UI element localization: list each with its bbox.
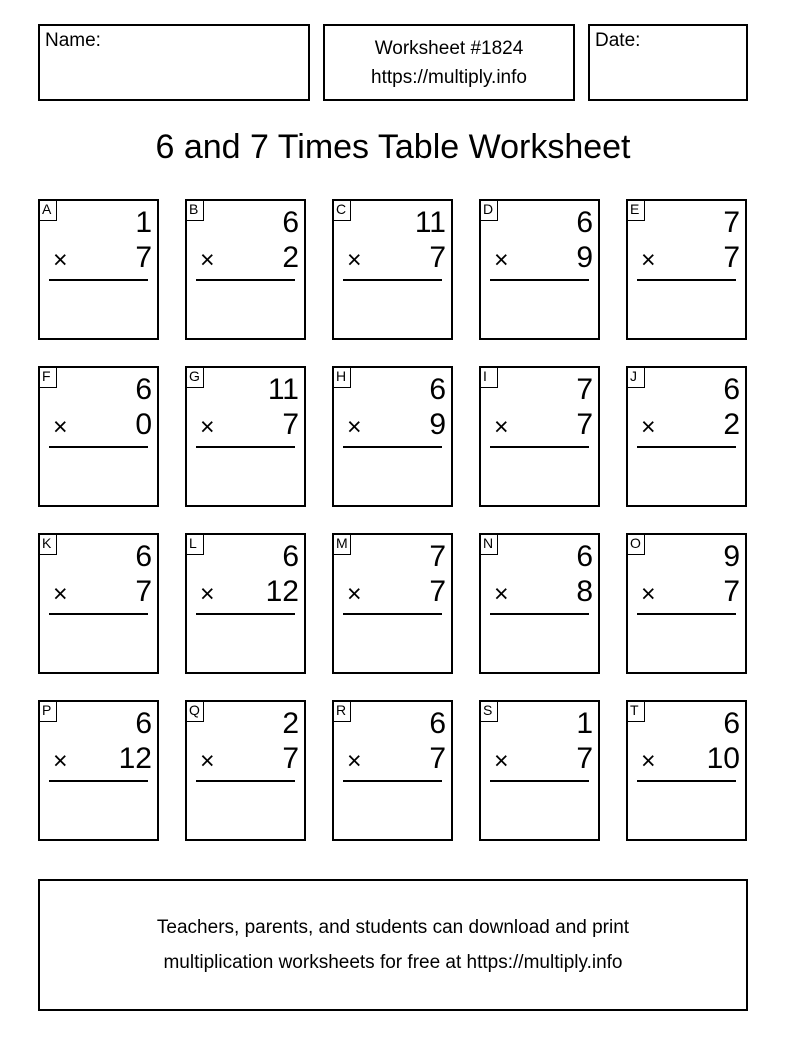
problem-label: M (333, 534, 351, 555)
times-sign: × (53, 580, 68, 608)
problem-card (479, 199, 600, 340)
multiplier: 7 (576, 742, 593, 775)
multiplicand: 1 (135, 206, 152, 239)
answer-line (637, 780, 736, 782)
problem-card (185, 366, 306, 507)
multiplicand: 6 (135, 707, 152, 740)
multiplicand: 6 (429, 707, 446, 740)
multiplier: 7 (429, 241, 446, 274)
problem-card (185, 533, 306, 674)
multiplier: 9 (429, 408, 446, 441)
multiplier: 7 (282, 408, 299, 441)
multiplicand: 2 (282, 707, 299, 740)
answer-line (196, 613, 295, 615)
problem-label: Q (186, 701, 204, 722)
footer-line-2: multiplication worksheets for free at https://multiply.info (163, 952, 623, 973)
multiplicand: 6 (429, 373, 446, 406)
multiplier: 2 (282, 241, 299, 274)
times-sign: × (200, 747, 215, 775)
answer-line (490, 279, 589, 281)
problem-card (38, 199, 159, 340)
times-sign: × (494, 246, 509, 274)
problem-label: G (186, 367, 204, 388)
problem-card (38, 700, 159, 841)
problem-card (332, 533, 453, 674)
multiplicand: 6 (282, 206, 299, 239)
answer-line (343, 279, 442, 281)
multiplier: 7 (135, 241, 152, 274)
answer-line (196, 279, 295, 281)
problem-card (185, 700, 306, 841)
problem-label: R (333, 701, 351, 722)
multiplier: 7 (723, 575, 740, 608)
times-sign: × (53, 747, 68, 775)
times-sign: × (200, 413, 215, 441)
name-label: Name: (45, 30, 101, 51)
problem-card (332, 199, 453, 340)
problem-card (38, 366, 159, 507)
date-field[interactable] (588, 24, 748, 101)
answer-line (49, 780, 148, 782)
multiplier: 0 (135, 408, 152, 441)
answer-line (343, 613, 442, 615)
times-sign: × (347, 580, 362, 608)
multiplier: 8 (576, 575, 593, 608)
name-field[interactable] (38, 24, 310, 101)
problem-label: K (39, 534, 57, 555)
problem-label: B (186, 200, 204, 221)
times-sign: × (641, 580, 656, 608)
problem-label: T (627, 701, 645, 722)
multiplicand: 7 (723, 206, 740, 239)
multiplicand: 6 (135, 373, 152, 406)
times-sign: × (494, 413, 509, 441)
multiplier: 2 (723, 408, 740, 441)
multiplicand: 7 (576, 373, 593, 406)
answer-line (196, 446, 295, 448)
times-sign: × (347, 246, 362, 274)
multiplicand: 1 (576, 707, 593, 740)
problem-label: F (39, 367, 57, 388)
multiplicand: 11 (267, 373, 299, 406)
multiplier: 7 (429, 575, 446, 608)
problem-card (38, 533, 159, 674)
times-sign: × (494, 580, 509, 608)
multiplier: 7 (282, 742, 299, 775)
problem-label: D (480, 200, 498, 221)
problem-card (479, 700, 600, 841)
times-sign: × (53, 413, 68, 441)
times-sign: × (347, 413, 362, 441)
times-sign: × (53, 246, 68, 274)
problem-card (626, 533, 747, 674)
times-sign: × (200, 580, 215, 608)
date-label: Date: (595, 30, 641, 51)
times-sign: × (641, 246, 656, 274)
problem-label: J (627, 367, 645, 388)
answer-line (49, 613, 148, 615)
answer-line (490, 613, 589, 615)
multiplicand: 6 (135, 540, 152, 573)
problem-label: O (627, 534, 645, 555)
footer-line-1: Teachers, parents, and students can download and print (156, 917, 630, 938)
answer-line (637, 613, 736, 615)
problem-card (332, 366, 453, 507)
multiplier: 7 (429, 742, 446, 775)
problem-label: P (39, 701, 57, 722)
problem-card (332, 700, 453, 841)
answer-line (490, 780, 589, 782)
answer-line (490, 446, 589, 448)
problem-label: L (186, 534, 204, 555)
times-sign: × (200, 246, 215, 274)
answer-line (637, 279, 736, 281)
problem-label: S (480, 701, 498, 722)
problem-card (185, 199, 306, 340)
multiplier: 7 (576, 408, 593, 441)
multiplier: 12 (265, 575, 299, 608)
multiplicand: 9 (723, 540, 740, 573)
answer-line (49, 446, 148, 448)
times-sign: × (347, 747, 362, 775)
worksheet-id: Worksheet #1824 (374, 37, 524, 59)
problem-card (626, 199, 747, 340)
multiplicand: 6 (576, 206, 593, 239)
problem-card (626, 700, 747, 841)
answer-line (343, 780, 442, 782)
multiplicand: 7 (429, 540, 446, 573)
problem-label: C (333, 200, 351, 221)
worksheet-info-box (323, 24, 575, 101)
multiplier: 12 (118, 742, 152, 775)
problem-card (626, 366, 747, 507)
multiplier: 10 (706, 742, 740, 775)
website-url: https://multiply.info (371, 66, 527, 88)
multiplicand: 6 (576, 540, 593, 573)
problem-card (479, 533, 600, 674)
problem-label: N (480, 534, 498, 555)
problem-label: H (333, 367, 351, 388)
multiplicand: 11 (414, 206, 446, 239)
problem-label: E (627, 200, 645, 221)
multiplicand: 6 (723, 373, 740, 406)
footer-box (38, 879, 748, 1011)
multiplicand: 6 (282, 540, 299, 573)
answer-line (49, 279, 148, 281)
times-sign: × (641, 747, 656, 775)
multiplicand: 6 (723, 707, 740, 740)
times-sign: × (494, 747, 509, 775)
answer-line (637, 446, 736, 448)
page-title: 6 and 7 Times Table Worksheet (155, 128, 631, 166)
problem-label: I (480, 367, 498, 388)
answer-line (343, 446, 442, 448)
multiplier: 7 (723, 241, 740, 274)
answer-line (196, 780, 295, 782)
problem-card (479, 366, 600, 507)
problem-label: A (39, 200, 57, 221)
multiplier: 7 (135, 575, 152, 608)
multiplier: 9 (576, 241, 593, 274)
times-sign: × (641, 413, 656, 441)
